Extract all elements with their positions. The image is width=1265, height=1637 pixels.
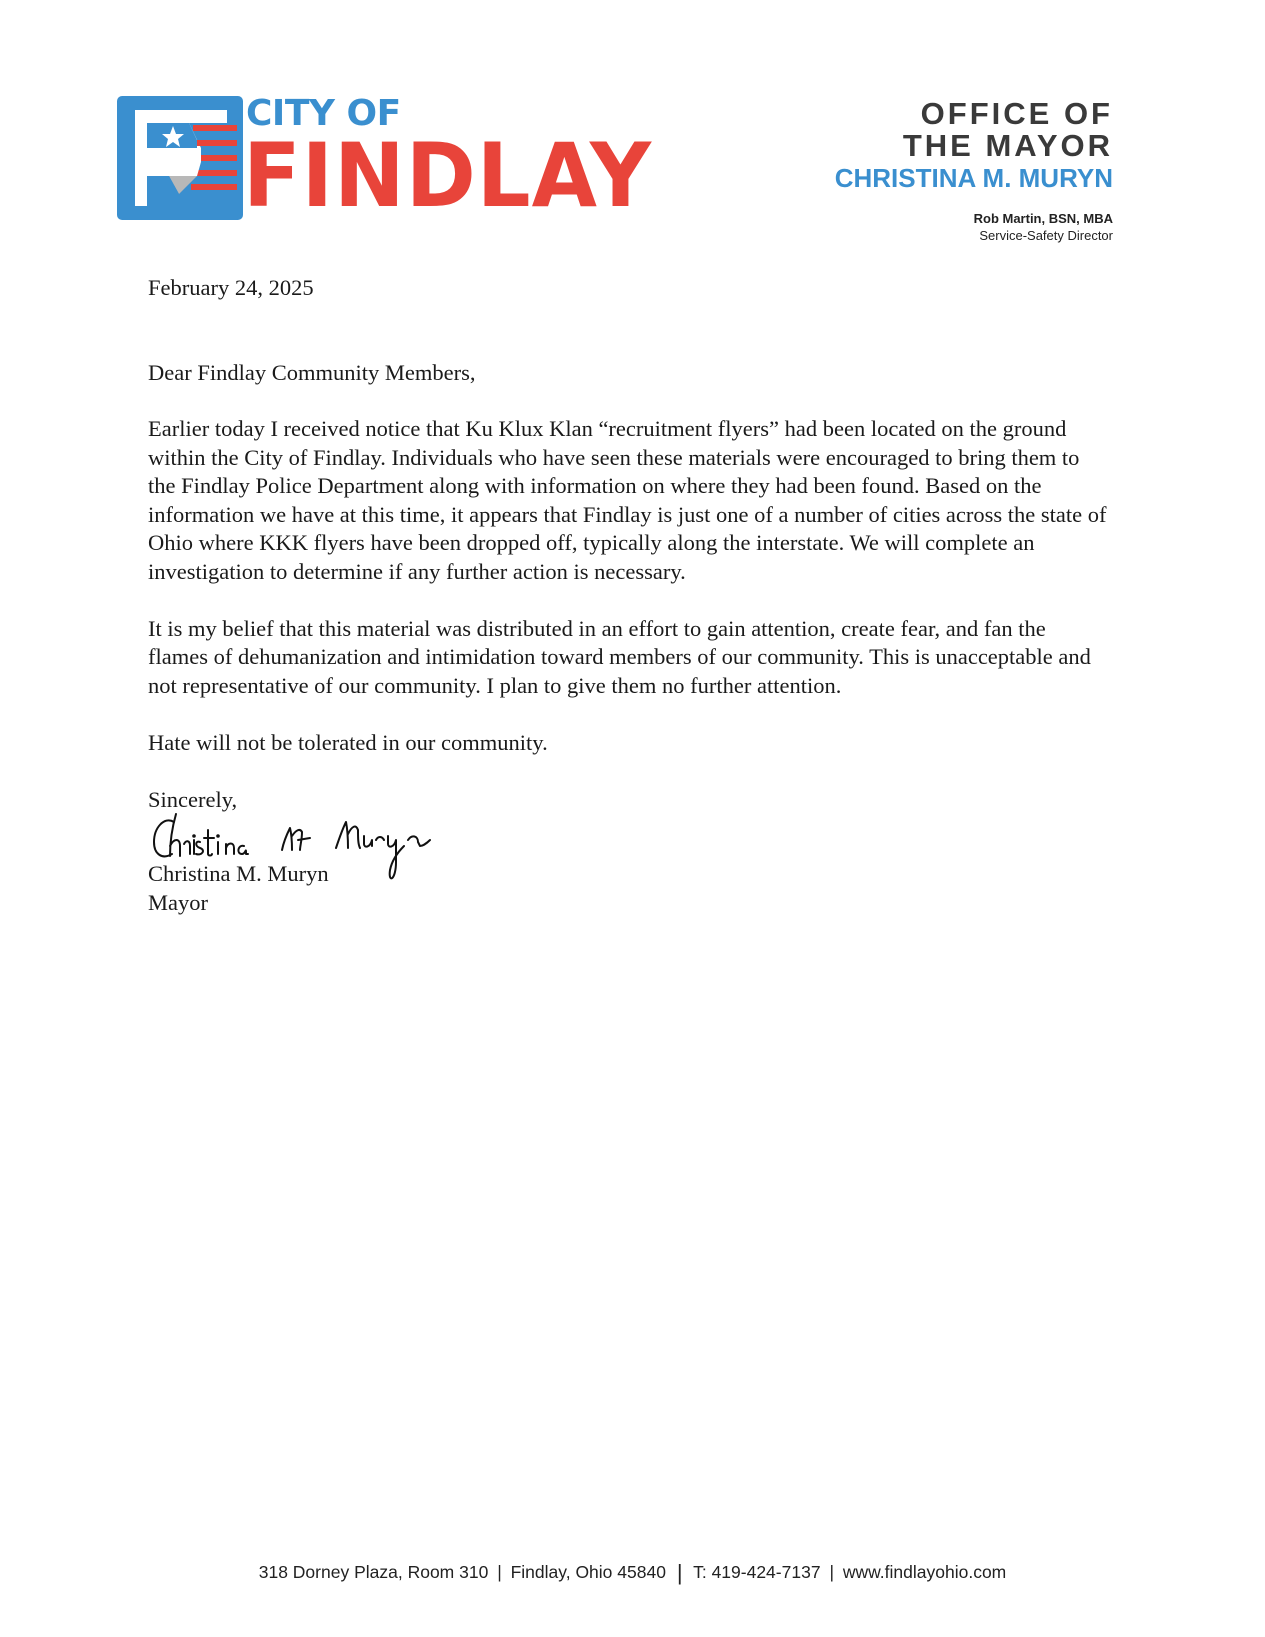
logo-findlay-text: FINDLAY xyxy=(243,124,652,227)
footer xyxy=(0,1560,1265,1586)
findlay-flag-f-icon xyxy=(117,96,243,220)
handwritten-signature-icon xyxy=(150,810,450,890)
letter-date: February 24, 2025 xyxy=(148,275,314,300)
paragraph-2: It is my belief that this material was distributed in an effort to gain attention, create fear, and fan the flames of dehumanization and intimidation toward members of our community. This is unacceptable and not representative of our community. I plan to give them no further attention. xyxy=(148,615,1091,698)
letter-body xyxy=(148,274,1108,917)
footer-website[interactable]: www.findlayohio.com xyxy=(842,1562,1007,1582)
city-logo xyxy=(117,93,657,227)
director-block xyxy=(974,210,1113,244)
signer-name: Christina M. Muryn xyxy=(148,861,329,886)
footer-address: 318 Dorney Plaza, Room 310 xyxy=(258,1562,489,1582)
footer-phone: T: 419-424-7137 xyxy=(693,1562,821,1582)
closing: Sincerely, xyxy=(148,786,238,812)
paragraph-1: Earlier today I received notice that Ku Klux Klan “recruitment flyers” had been located on the ground within the City of Findlay. Individuals who have seen these materials were encouraged to bring them to the Findlay Police Department along with information on where they had been found. Based on the information we have at this time, it appears that Findlay is just one of a number of cities across the state of Ohio where KKK flyers have been dropped off, typically along the interstate. We will complete an investigation to determine if any further action is necessary. xyxy=(148,416,1107,584)
footer-separator: | xyxy=(676,1560,683,1585)
signer-title: Mayor xyxy=(148,889,208,915)
director-title: Service-Safety Director xyxy=(979,228,1113,243)
footer-city: Findlay, Ohio 45840 xyxy=(510,1562,666,1582)
office-header xyxy=(835,98,1113,193)
footer-separator: | xyxy=(497,1562,502,1582)
paragraph-3: Hate will not be tolerated in our community. xyxy=(148,729,548,755)
office-line-1: OFFICE OF xyxy=(920,96,1113,131)
director-name: Rob Martin, BSN, MBA xyxy=(973,211,1113,226)
office-line-2: THE MAYOR xyxy=(902,128,1113,163)
mayor-name-header: CHRISTINA M. MURYN xyxy=(834,163,1113,193)
footer-separator: | xyxy=(829,1562,834,1582)
logo-city-of-text: CITY OF xyxy=(246,93,401,134)
salutation: Dear Findlay Community Members, xyxy=(148,359,476,385)
signature-area xyxy=(148,814,1108,860)
